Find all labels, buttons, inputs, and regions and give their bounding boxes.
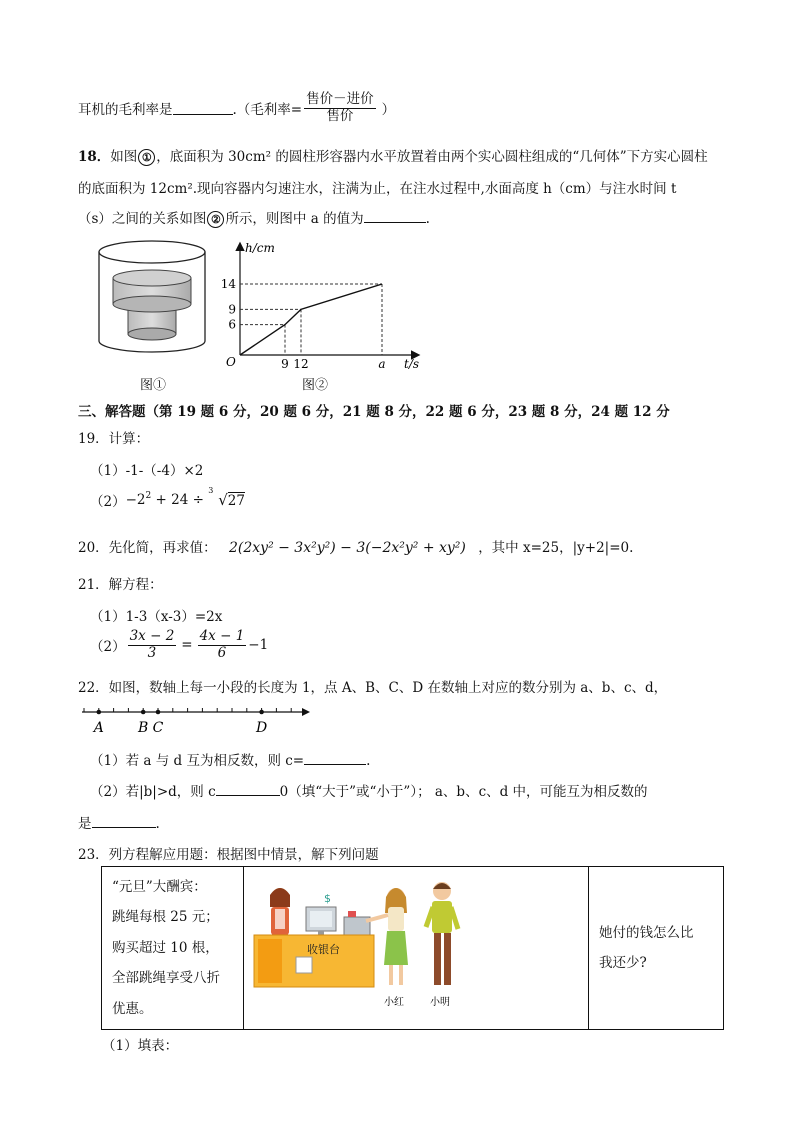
circle-one-mark: ① [138,149,155,166]
q18-text-a: 如图 [110,149,138,165]
q22-part2-rest: 0（填“大于”或“小于”）； a、b、c、d 中，可能互为相反数的 [279,784,648,800]
figure-2-caption: 图② [302,378,329,393]
promo-line: 购买超过 10 根， [112,939,219,956]
q20-line [78,536,633,556]
x-tick-label: 12 [293,357,309,371]
q22-part2 [90,780,648,800]
point-label: D [255,720,268,736]
speech-line: 她付的钱怎么比 [599,925,694,941]
q21-head: 21．解方程： [78,577,163,593]
q23-scene-table [101,866,724,1030]
speech-text [599,918,723,978]
q21-fraction-2 [198,629,247,661]
cylinder-figure [92,238,212,368]
x-axis-label: t/s [404,357,420,371]
q19-part2-label: （2） [90,494,126,510]
q21-f2-num: 4x − 1 [199,628,245,644]
circle-two-mark: ② [207,211,224,228]
q18-answer-blank[interactable] [364,210,426,223]
figure-1-caption: 图① [140,378,167,393]
q18-number: 18． [78,149,111,165]
q21-part2 [90,629,268,661]
fraction-numerator: 售价－进价 [306,91,374,107]
q21-equals: = [181,637,193,654]
q21-part1: （1）1-3（x-3）=2x [90,609,223,625]
counter-label: 收银台 [307,943,340,956]
q22-c-blank[interactable] [304,752,366,765]
speech-line: 我还少? [599,955,647,971]
promo-line: 优惠。 [112,1000,153,1017]
q18-text-d: 所示，则图中 a 的值为 [225,211,364,227]
origin-label: O [226,355,236,369]
top-line-prefix: 耳机的毛利率是 [78,102,173,119]
xiaoming-name: 小明 [430,997,450,1008]
y-axis-label: h/cm [245,241,275,255]
speech-cell [589,867,724,1030]
fraction-denominator: 售价 [326,107,354,124]
point-a [97,710,102,715]
q22-opposite-blank[interactable] [92,815,156,828]
q19-exponent: 2 [145,491,152,501]
top-line-suffix: .（毛利率= [232,102,303,119]
q22-part2-text: （2）若|b|>d，则 c [90,784,216,800]
cashier-figure [270,888,290,935]
axis-arrow [302,708,310,716]
q19-head: 19．计算： [78,431,150,447]
q23-head: 23．列方程解应用题：根据图中情景，解下列问题 [78,847,379,863]
water-level-line [240,284,382,355]
q19-part1: （1）-1-（-4）×2 [90,463,204,479]
answer-blank[interactable] [173,102,233,115]
q22-part2-is: 是 [78,816,92,832]
promo-cell [102,867,244,1030]
q22-part1 [90,749,370,769]
top-line-close: ） [381,102,396,119]
cube-root: 3 √27 [208,486,245,509]
root-radicand: 27 [227,493,245,509]
point-label: A [93,720,104,736]
solid-geometry [113,270,191,340]
point-c [156,710,161,715]
q18-line1 [78,145,708,166]
y-tick-label: 14 [220,277,236,291]
point-label: B [138,720,149,736]
y-tick-label: 9 [228,302,236,317]
q18-line2: 的底面积为 12cm².现向容器内匀速注水，注满为止，在注水过程中,水面高度 h（cm）与注水时间 t [78,181,677,197]
cash-register-icon [306,907,370,939]
q21-fraction-1 [128,629,177,661]
promo-text [112,872,243,1025]
q20-head: 20．先化简，再求值： [78,540,217,556]
section-3-title: 三、解答题（第 19 题 6 分，20 题 6 分，21 题 8 分，22 题 6 分，23 题 8 分，24 题 12 分 [78,404,670,420]
point-label: C [152,720,164,736]
checkout-illustration [244,867,588,1025]
q20-expression: 2(2xy² − 3x²y²) − 3(−2x²y² + xy²) [228,540,466,556]
xiaoming-figure [426,882,458,985]
illustration-cell [244,867,589,1030]
q22-part2-end: . [155,816,160,832]
q22-part1-end: . [366,753,371,769]
number-line [80,700,312,736]
promo-line: 全部跳绳享受八折 [112,970,220,987]
dollar-icon: $ [324,892,331,905]
q22-compare-blank[interactable] [216,783,280,796]
q21-part2-label: （2） [90,639,126,656]
margin-fraction [304,92,376,124]
promo-line: 跳绳每根 25 元； [112,909,219,926]
q18-line3 [78,207,430,228]
q22-line1: 22．如图，数轴上每一小段的长度为 1，点 A、B、C、D 在数轴上对应的数分别为 a、b、c、d， [78,680,668,696]
q21-f1-den: 3 [147,644,157,661]
top-line [78,92,395,124]
q21-f1-num: 3x − 2 [129,628,175,644]
x-tick-label: 9 [281,357,289,371]
q18-text-b: ，底面积为 30cm² 的圆柱形容器内水平放置着由两个实心圆柱组成的“几何体”下方实心圆柱 [156,149,708,165]
y-tick-label: 6 [228,317,236,332]
q19-part2 [90,486,245,510]
q22-part2-line2 [78,812,160,832]
q23-fill-table-label: （1）填表： [102,1038,179,1054]
q22-part1-text: （1）若 a 与 d 互为相反数，则 c= [90,753,305,769]
water-level-graph [218,238,428,372]
q19-expr-b: + 24 ÷ [151,492,209,508]
xiaohong-name: 小红 [384,997,404,1008]
point-b [141,710,146,715]
q20-condition: ，其中 x=25，|y+2|=0. [478,540,634,556]
promo-line: “元旦”大酬宾： [112,878,207,895]
q18-text-c: （s）之间的关系如图 [78,211,207,227]
root-index: 3 [208,486,214,495]
q18-text-e: . [425,211,430,227]
q21-f2-den: 6 [217,644,227,661]
point-d [259,710,264,715]
q21-tail: −1 [248,637,269,654]
x-tick-label: a [378,357,386,371]
q19-expr-a: −2 [125,492,146,508]
